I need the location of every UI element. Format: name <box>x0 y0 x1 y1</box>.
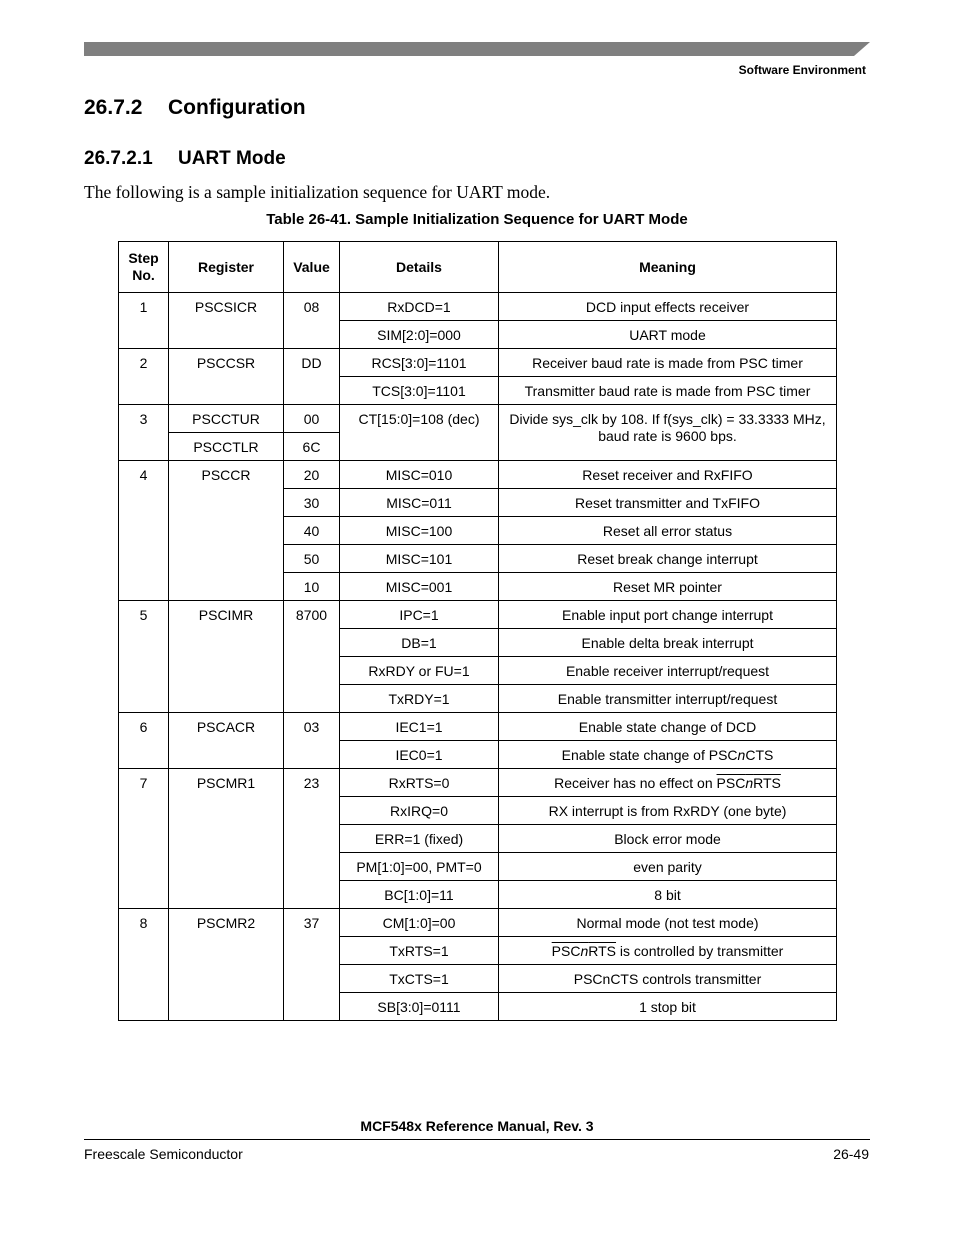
details-cell: MISC=011 <box>340 489 499 517</box>
header-meaning: Meaning <box>499 242 837 293</box>
register-cell: PSCCTUR <box>169 405 284 433</box>
details-cell: PM[1:0]=00, PMT=0 <box>340 853 499 881</box>
step-cell: 8 <box>119 909 169 1021</box>
value-cell: 03 <box>284 713 340 769</box>
details-cell: BC[1:0]=11 <box>340 881 499 909</box>
register-cell: PSCACR <box>169 713 284 769</box>
value-cell: DD <box>284 349 340 405</box>
register-cell: PSCIMR <box>169 601 284 713</box>
table-row <box>119 713 837 741</box>
header-step: Step No. <box>119 242 169 293</box>
table-caption: Table 26-41. Sample Initialization Sequence for UART Mode <box>266 211 688 228</box>
subsection-title: UART Mode <box>178 148 286 169</box>
details-cell: CT[15:0]=108 (dec) <box>340 405 499 461</box>
meaning-cell: Reset MR pointer <box>499 573 837 601</box>
subsection-heading <box>84 148 286 170</box>
details-cell: RxDCD=1 <box>340 293 499 321</box>
details-cell: IEC0=1 <box>340 741 499 769</box>
meaning-cell: PSCnCTS controls transmitter <box>499 965 837 993</box>
section-heading <box>84 96 306 120</box>
value-cell: 20 <box>284 461 340 489</box>
details-cell: TxRTS=1 <box>340 937 499 965</box>
meaning-cell: Enable receiver interrupt/request <box>499 657 837 685</box>
table-row <box>119 909 837 937</box>
intro-paragraph: The following is a sample initialization sequence for UART mode. <box>84 182 551 202</box>
uart-init-table <box>118 241 837 1021</box>
details-cell: SIM[2:0]=000 <box>340 321 499 349</box>
register-cell: PSCMR2 <box>169 909 284 1021</box>
table-row <box>119 349 837 377</box>
meaning-cell: Enable transmitter interrupt/request <box>499 685 837 713</box>
header-value: Value <box>284 242 340 293</box>
section-number: 26.7.2 <box>84 96 143 119</box>
details-cell: RCS[3:0]=1101 <box>340 349 499 377</box>
meaning-cell: DCD input effects receiver <box>499 293 837 321</box>
value-cell: 30 <box>284 489 340 517</box>
table-row <box>119 405 837 433</box>
footer-page-number: 26-49 <box>833 1146 869 1162</box>
details-cell: MISC=001 <box>340 573 499 601</box>
step-cell: 7 <box>119 769 169 909</box>
footer-divider <box>84 1139 870 1140</box>
step-cell: 1 <box>119 293 169 349</box>
meaning-cell: Block error mode <box>499 825 837 853</box>
step-cell: 6 <box>119 713 169 769</box>
section-title: Configuration <box>168 96 306 119</box>
register-cell: PSCCSR <box>169 349 284 405</box>
details-cell: TxCTS=1 <box>340 965 499 993</box>
value-cell: 40 <box>284 517 340 545</box>
value-cell: 10 <box>284 573 340 601</box>
step-cell: 5 <box>119 601 169 713</box>
header-bar <box>84 42 870 56</box>
meaning-cell: Enable state change of PSCnCTS <box>499 741 837 769</box>
details-cell: DB=1 <box>340 629 499 657</box>
details-cell: MISC=010 <box>340 461 499 489</box>
details-cell: IPC=1 <box>340 601 499 629</box>
value-cell: 08 <box>284 293 340 349</box>
details-cell: IEC1=1 <box>340 713 499 741</box>
details-cell: ERR=1 (fixed) <box>340 825 499 853</box>
meaning-cell: Transmitter baud rate is made from PSC timer <box>499 377 837 405</box>
value-cell: 50 <box>284 545 340 573</box>
meaning-cell: Divide sys_clk by 108. If f(sys_clk) = 33.3333 MHz, baud rate is 9600 bps. <box>499 405 837 461</box>
footer-manual-title: MCF548x Reference Manual, Rev. 3 <box>360 1118 594 1134</box>
step-cell: 2 <box>119 349 169 405</box>
meaning-cell: Receiver has no effect on PSCnRTS <box>499 769 837 797</box>
details-cell: CM[1:0]=00 <box>340 909 499 937</box>
meaning-cell: Enable delta break interrupt <box>499 629 837 657</box>
meaning-cell: RX interrupt is from RxRDY (one byte) <box>499 797 837 825</box>
value-cell: 23 <box>284 769 340 909</box>
table-row <box>119 293 837 321</box>
meaning-cell: Enable state change of DCD <box>499 713 837 741</box>
meaning-cell: Normal mode (not test mode) <box>499 909 837 937</box>
meaning-cell: Reset transmitter and TxFIFO <box>499 489 837 517</box>
register-cell: PSCSICR <box>169 293 284 349</box>
details-cell: MISC=100 <box>340 517 499 545</box>
meaning-cell: Reset break change interrupt <box>499 545 837 573</box>
details-cell: TxRDY=1 <box>340 685 499 713</box>
details-cell: SB[3:0]=0111 <box>340 993 499 1021</box>
meaning-cell: Enable input port change interrupt <box>499 601 837 629</box>
meaning-cell: UART mode <box>499 321 837 349</box>
table-row <box>119 769 837 797</box>
step-cell: 4 <box>119 461 169 601</box>
meaning-cell: Reset all error status <box>499 517 837 545</box>
subsection-number: 26.7.2.1 <box>84 148 153 169</box>
header-register: Register <box>169 242 284 293</box>
register-cell: PSCMR1 <box>169 769 284 909</box>
header-details: Details <box>340 242 499 293</box>
meaning-cell: 8 bit <box>499 881 837 909</box>
details-cell: RxRTS=0 <box>340 769 499 797</box>
value-cell: 8700 <box>284 601 340 713</box>
details-cell: MISC=101 <box>340 545 499 573</box>
value-cell: 00 <box>284 405 340 433</box>
meaning-cell: PSCnRTS is controlled by transmitter <box>499 937 837 965</box>
meaning-cell: 1 stop bit <box>499 993 837 1021</box>
step-cell: 3 <box>119 405 169 461</box>
register-cell: PSCCR <box>169 461 284 601</box>
meaning-cell: even parity <box>499 853 837 881</box>
footer-company: Freescale Semiconductor <box>84 1146 243 1162</box>
register-cell: PSCCTLR <box>169 433 284 461</box>
value-cell: 37 <box>284 909 340 1021</box>
meaning-cell: Reset receiver and RxFIFO <box>499 461 837 489</box>
table-header-row <box>119 242 837 293</box>
running-head: Software Environment <box>738 63 866 77</box>
value-cell: 6C <box>284 433 340 461</box>
details-cell: RxIRQ=0 <box>340 797 499 825</box>
table-row <box>119 601 837 629</box>
table-row <box>119 461 837 489</box>
details-cell: TCS[3:0]=1101 <box>340 377 499 405</box>
details-cell: RxRDY or FU=1 <box>340 657 499 685</box>
meaning-cell: Receiver baud rate is made from PSC timer <box>499 349 837 377</box>
